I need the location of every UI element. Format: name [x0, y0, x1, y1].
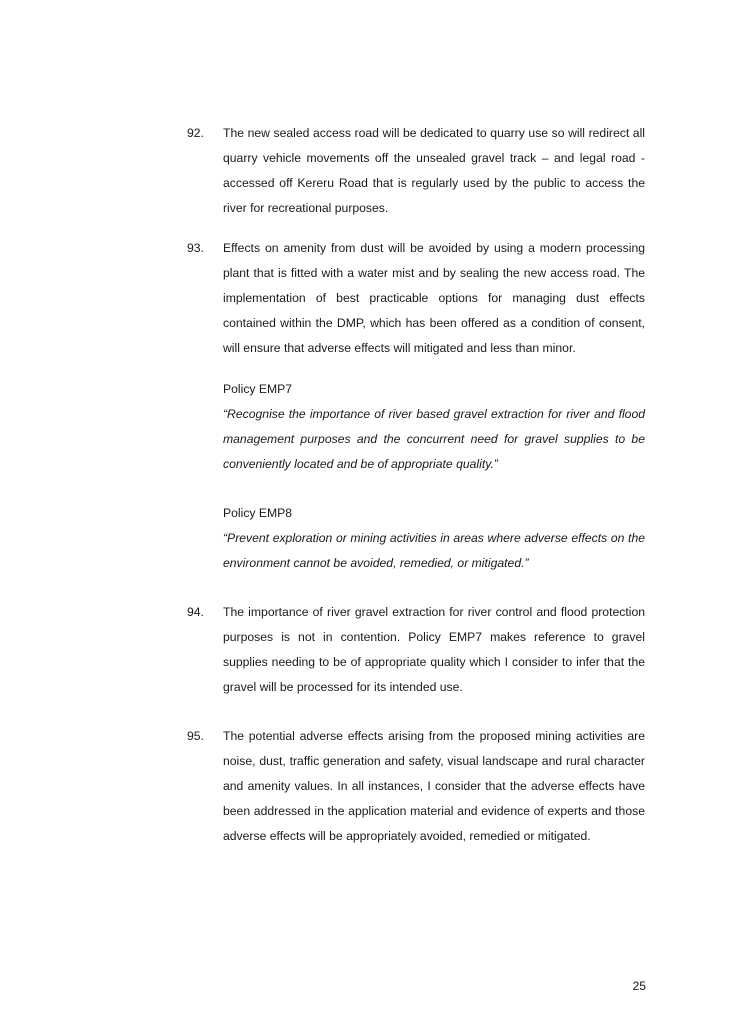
paragraph-number: 95.	[187, 729, 204, 743]
policy-title: Policy EMP8	[223, 506, 293, 520]
policy-emp8	[223, 501, 645, 576]
policy-title: Policy EMP7	[223, 382, 293, 396]
paragraph-number: 92.	[187, 126, 204, 140]
paragraph-text: Effects on amenity from dust will be avoided by using a modern processing plant that is fitted with a water mist and by sealing the new access road. The implementation of best practicable options for managing dust effects contained within the DMP, which has been offered as a condition of consent, will ensure that adverse effects will mitigated and less than minor.	[223, 241, 645, 355]
paragraph-92	[187, 121, 647, 221]
paragraph-number: 94.	[187, 605, 204, 619]
paragraph-text: The importance of river gravel extraction for river control and flood protection purposes is not in contention. Policy EMP7 makes reference to gravel supplies needing to be of appropriate quality which I consider to infer that the gravel will be processed for its intended use.	[223, 605, 645, 694]
paragraph-94	[187, 600, 647, 700]
policy-emp7	[223, 377, 645, 477]
paragraph-text: The new sealed access road will be dedicated to quarry use so will redirect all quarry vehicle movements off the unsealed gravel track – and legal road - accessed off Kereru Road that is regularly used by the public to access the river for recreational purposes.	[223, 126, 645, 215]
paragraph-93	[187, 236, 647, 361]
policy-quote: “Recognise the importance of river based gravel extraction for river and flood management purposes and the concurrent need for gravel supplies to be conveniently located and be of appropriate quality.”	[223, 406, 645, 471]
paragraph-text: The potential adverse effects arising from the proposed mining activities are noise, dust, traffic generation and safety, visual landscape and rural character and amenity values. In all instances, I consider that the adverse effects have been addressed in the application material and evidence of experts and those adverse effects will be appropriately avoided, remedied or mitigated.	[223, 729, 645, 843]
paragraph-number: 93.	[187, 241, 204, 255]
page-number: 25	[632, 979, 646, 993]
paragraph-95	[187, 724, 647, 849]
policy-quote: “Prevent exploration or mining activities in areas where adverse effects on the environment cannot be avoided, remedied, or mitigated.”	[223, 530, 645, 570]
